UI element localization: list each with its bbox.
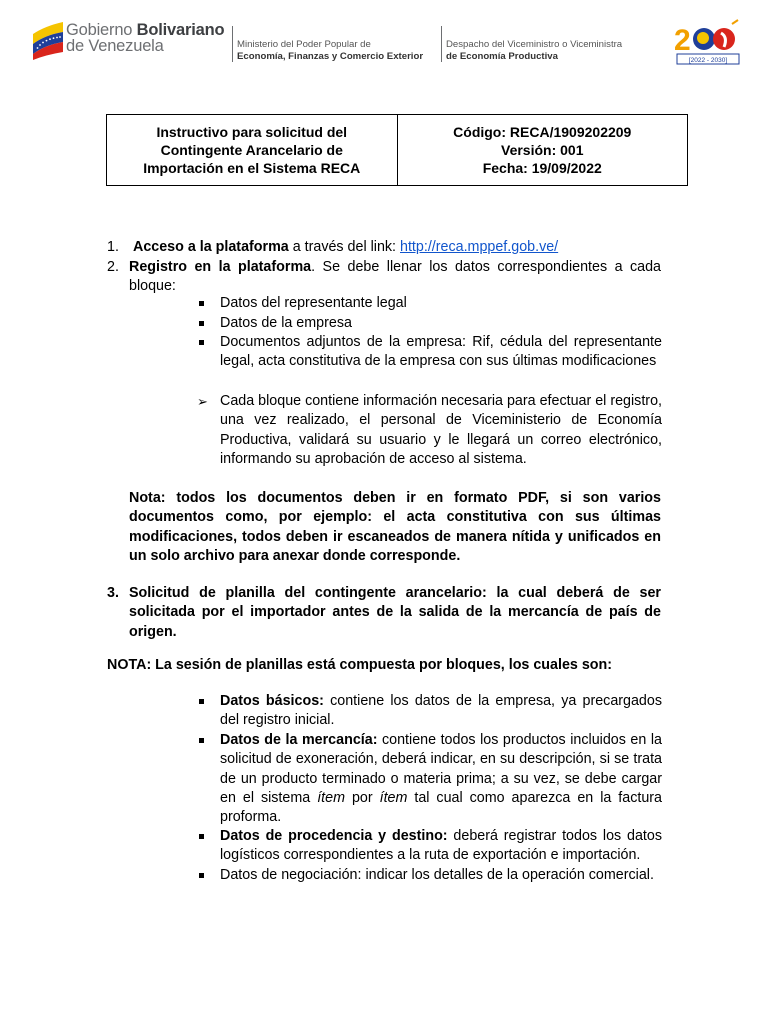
list-item-registration: Registro en la plataforma. Se debe llenar los datos correspondientes a cada bloque:: [129, 259, 661, 295]
ministry-name: Ministerio del Poder Popular de Economía, Finanzas y Comercio Exterior: [237, 39, 424, 62]
vice-ministry-office: Despacho del Viceministro o Viceministra de Economía Productiva: [446, 39, 623, 62]
page-header: [0, 0, 768, 80]
bullet-icon: [199, 738, 204, 743]
list-item: Cada bloque contiene información necesaria para efectuar el registro, una vez realizado, el personal de Viceministerio de Economía Productiva, validará su usuario y le llegará un correo electrónico, informando su aprobación de acceso al sistema.: [220, 393, 662, 467]
bullet-icon: [199, 834, 204, 839]
document-date: Fecha: 19/09/2022: [482, 160, 602, 176]
list-item: Datos del representante legal: [220, 295, 407, 311]
bullet-icon: [199, 301, 204, 306]
list-item: Documentos adjuntos de la empresa: Rif, cédula del representante legal, acta constitutiva de la empresa con sus últimas modificaciones: [220, 334, 662, 370]
list-item-origin-destination: Datos de procedencia y destino: deberá registrar todos los datos logísticos correspondientes a la ruta de exportación e importación.: [220, 828, 662, 864]
header-divider: [441, 26, 442, 62]
list-item-merchandise-data: Datos de la mercancía: contiene todos los productos incluidos en la solicitud de exoneración, deberá indicar, en su descripción, si se trata de un producto terminado o materia prima; a su vez, se debe cargar en el sistema ítem por ítem tal cual como aparezca en la factura proforma.: [220, 732, 662, 826]
list-number: 1.: [107, 239, 119, 255]
list-number: 3.: [107, 585, 119, 601]
document-metadata: [397, 115, 688, 185]
venezuela-flag-logo: [31, 20, 65, 60]
reca-platform-link[interactable]: http://reca.mppef.gob.ve/: [400, 239, 559, 255]
list-item-negotiation-data: Datos de negociación: indicar los detalles de la operación comercial.: [220, 867, 654, 883]
document-version: Versión: 001: [501, 142, 584, 158]
blocks-note: NOTA: La sesión de planillas está compuesta por bloques, los cuales son:: [107, 657, 613, 673]
pdf-format-note: Nota: todos los documentos deben ir en formato PDF, si son varios documentos como, por ejemplo: el acta constitutiva con sus últimas modificaciones, todos deben ir escaneados de manera nítida y unificados en un solo archivo para anexar donde corresponde.: [129, 490, 661, 564]
svg-text:[2022 - 2030]: [2022 - 2030]: [688, 57, 728, 64]
bullet-icon: [199, 699, 204, 704]
anniversary-logo: [672, 18, 742, 66]
bullet-icon: [199, 340, 204, 345]
list-number: 2.: [107, 259, 119, 275]
document-title-table: [106, 114, 688, 186]
list-item-access: Acceso a la plataforma a través del link: http://reca.mppef.gob.ve/: [133, 239, 559, 255]
arrow-bullet-icon: ➢: [197, 394, 208, 409]
government-name: Gobierno Bolivariano de Venezuela: [66, 21, 225, 55]
header-divider: [232, 26, 233, 62]
list-item-form-request: Solicitud de planilla del contingente arancelario: la cual deberá de ser solicitada por el importador antes de la salida de la mercancía de país de origen.: [129, 585, 661, 640]
document-code: Código: RECA/1909202209: [453, 124, 632, 140]
bullet-icon: [199, 321, 204, 326]
list-item: Datos de la empresa: [220, 315, 352, 331]
bullet-icon: [199, 873, 204, 878]
document-title: Instructivo para solicitud del Contingente Arancelario de Importación en el Sistema RECA: [143, 124, 361, 176]
svg-text:2: 2: [674, 24, 691, 57]
list-item-basic-data: Datos básicos: contiene los datos de la empresa, ya precargados del registro inicial.: [220, 693, 662, 729]
